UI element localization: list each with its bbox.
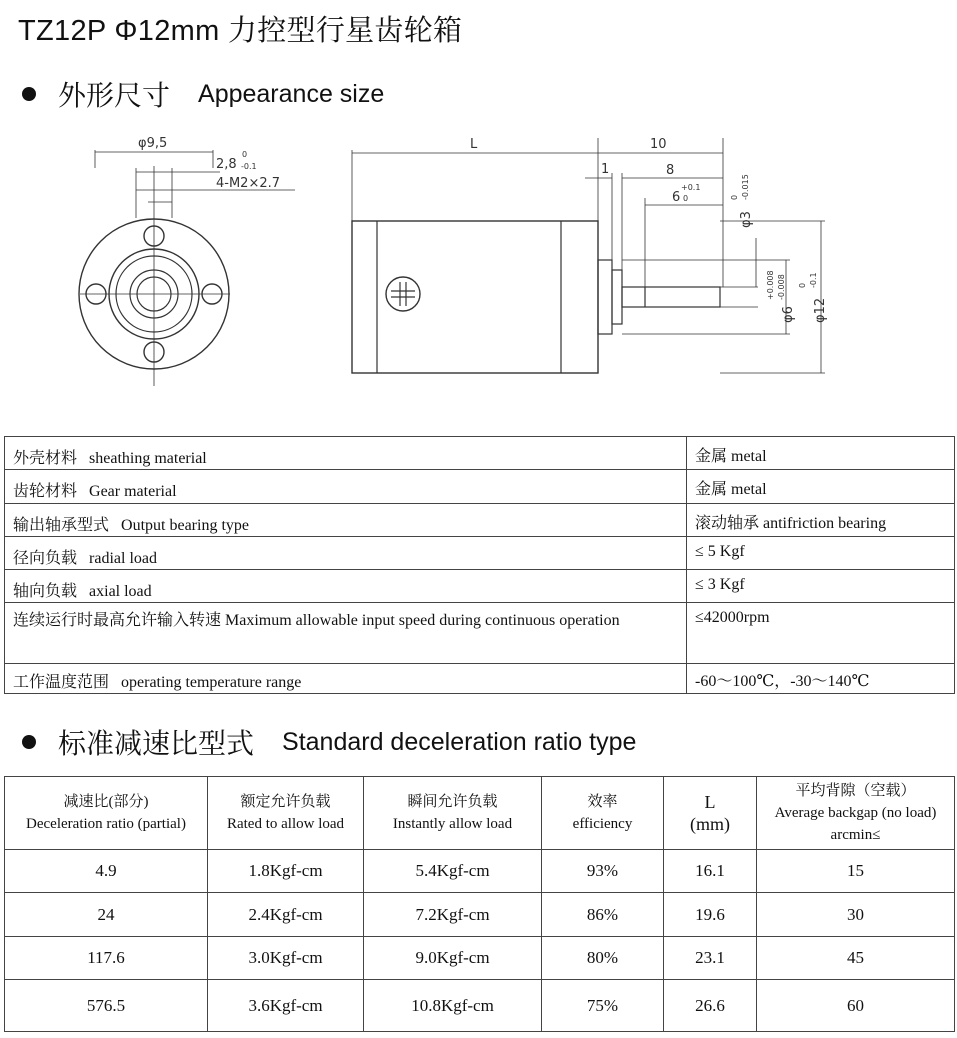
cell-instant-load: 10.8Kgf-cm [364, 980, 542, 1032]
cell-backgap: 30 [757, 893, 955, 937]
dim-diameter-label: φ9,5 [138, 136, 168, 151]
cell-ratio: 4.9 [5, 850, 208, 893]
spec-row [5, 537, 955, 570]
cell-instant-load: 5.4Kgf-cm [364, 850, 542, 893]
header-ratio: 减速比(部分) Deceleration ratio (partial) [5, 777, 208, 850]
spec-value: 金属 metal [687, 470, 955, 504]
cell-length: 26.6 [664, 980, 757, 1032]
dim-shaft-dia-label: φ3 [739, 211, 754, 228]
cell-ratio: 24 [5, 893, 208, 937]
dim-offset-tol-lower: -0.1 [241, 162, 257, 171]
spec-table [4, 436, 955, 694]
spec-value: ≤ 3 Kgf [687, 570, 955, 603]
spec-label: 连续运行时最高允许输入转速 Maximum allowable input speed during continuous operation [5, 603, 687, 664]
spec-label: 工作温度范围 operating temperature range [5, 664, 687, 694]
cell-instant-load: 7.2Kgf-cm [364, 893, 542, 937]
header-backgap: 平均背隙（空载） Average backgap (no load) arcmin≤ [757, 777, 955, 850]
header-instant-load: 瞬间允许负载 Instantly allow load [364, 777, 542, 850]
side-view-drawing [345, 128, 845, 388]
section-heading-en: Standard deceleration ratio type [282, 727, 637, 756]
spec-label: 齿轮材料 Gear material [5, 470, 687, 504]
spec-label: 外壳材料 sheathing material [5, 437, 687, 470]
spec-row [5, 504, 955, 537]
spec-label: 径向负载 radial load [5, 537, 687, 570]
section-heading-appearance [22, 74, 384, 114]
spec-label: 输出轴承型式 Output bearing type [5, 504, 687, 537]
spec-row [5, 570, 955, 603]
dim-body-dia-label: φ12 [813, 297, 828, 323]
table-row [5, 850, 955, 893]
bullet-icon [22, 735, 36, 749]
cell-backgap: 60 [757, 980, 955, 1032]
dim-boss-tol-upper: +0.008 [766, 270, 775, 300]
cell-efficiency: 80% [542, 937, 664, 980]
spec-row [5, 437, 955, 470]
ratio-header-row [5, 777, 955, 850]
cell-rated-load: 2.4Kgf-cm [208, 893, 364, 937]
bullet-icon [22, 87, 36, 101]
spec-value: ≤42000rpm [687, 603, 955, 664]
dim-10-label: 10 [650, 137, 667, 152]
cell-length: 16.1 [664, 850, 757, 893]
dim-6-tol-upper: +0.1 [681, 183, 701, 192]
cell-rated-load: 3.0Kgf-cm [208, 937, 364, 980]
cell-efficiency: 86% [542, 893, 664, 937]
dim-6-tol-lower: 0 [683, 194, 689, 203]
cell-efficiency: 75% [542, 980, 664, 1032]
dim-offset-tol-upper: 0 [242, 150, 248, 159]
dim-holes-label: 4-M2×2.7 [216, 176, 281, 191]
spec-value: 金属 metal [687, 437, 955, 470]
dim-shaft-tol-lower: -0.015 [741, 174, 750, 200]
table-row [5, 937, 955, 980]
spec-label: 轴向负载 axial load [5, 570, 687, 603]
spec-value: ≤ 5 Kgf [687, 537, 955, 570]
dim-boss-tol-lower: -0.008 [777, 274, 786, 300]
dim-shaft-tol-upper: 0 [730, 194, 739, 200]
dim-6-label: 6 [672, 190, 681, 205]
section-heading-cn: 外形尺寸 [58, 79, 171, 112]
spec-value: 滚动轴承 antifriction bearing [687, 504, 955, 537]
section-heading-ratio [22, 722, 636, 762]
dim-8-label: 8 [666, 163, 675, 178]
dim-offset-label: 2,8 [216, 157, 237, 172]
cell-length: 23.1 [664, 937, 757, 980]
cell-length: 19.6 [664, 893, 757, 937]
page-title: TZ12P Φ12mm 力控型行星齿轮箱 [18, 15, 463, 47]
cell-efficiency: 93% [542, 850, 664, 893]
cell-backgap: 45 [757, 937, 955, 980]
cell-rated-load: 3.6Kgf-cm [208, 980, 364, 1032]
ratio-table [4, 776, 955, 1032]
cell-rated-load: 1.8Kgf-cm [208, 850, 364, 893]
header-length: L (mm) [664, 777, 757, 850]
header-rated-load: 额定允许负载 Rated to allow load [208, 777, 364, 850]
dim-boss-dia-label: φ6 [781, 306, 796, 323]
spec-row [5, 603, 955, 664]
spec-row [5, 470, 955, 504]
cell-backgap: 15 [757, 850, 955, 893]
spec-value: -60～100℃，-30～140℃ [687, 664, 955, 694]
header-efficiency: 效率 efficiency [542, 777, 664, 850]
dim-L-label: L [470, 137, 478, 152]
dim-1-label: 1 [601, 162, 610, 177]
spec-row [5, 664, 955, 694]
cell-ratio: 117.6 [5, 937, 208, 980]
cell-instant-load: 9.0Kgf-cm [364, 937, 542, 980]
dim-body-tol-upper: 0 [798, 282, 807, 288]
cell-ratio: 576.5 [5, 980, 208, 1032]
section-heading-en: Appearance size [198, 79, 385, 108]
table-row [5, 980, 955, 1032]
table-row [5, 893, 955, 937]
section-heading-cn: 标准减速比型式 [58, 727, 255, 760]
dim-body-tol-lower: -0.1 [809, 272, 818, 288]
front-view-drawing [70, 128, 320, 388]
